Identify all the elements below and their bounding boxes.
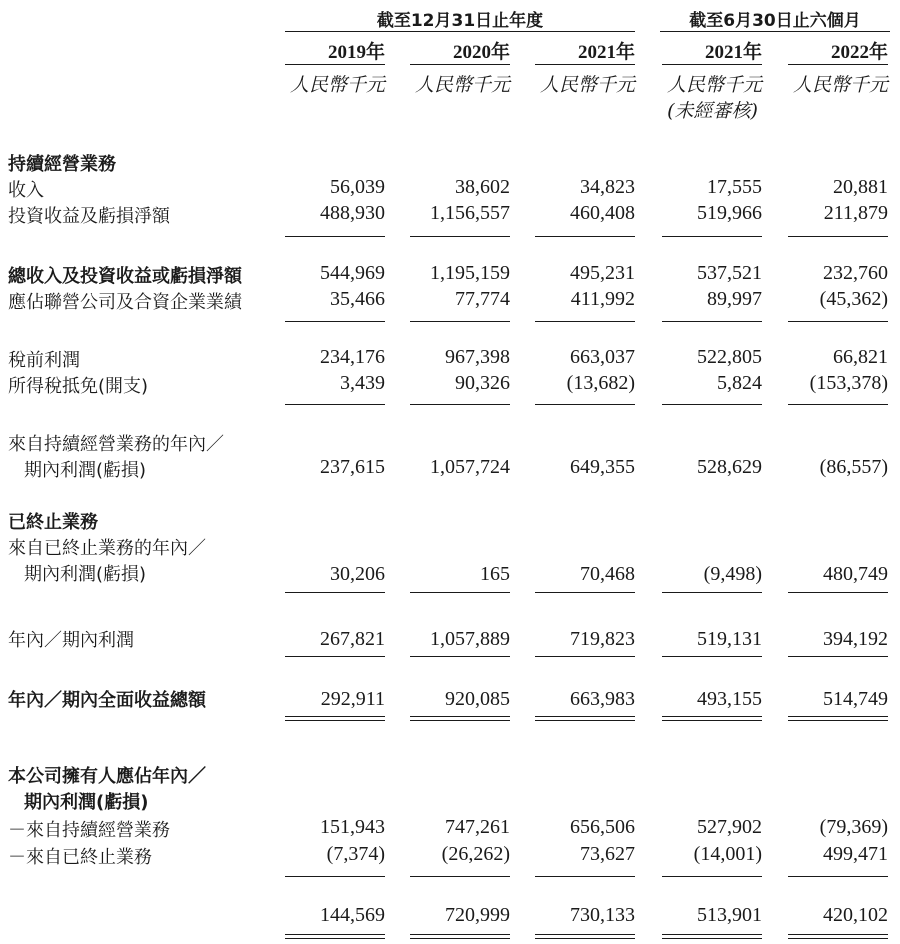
year-rule-3 (535, 64, 635, 65)
subtotal-6-rule-2 (410, 876, 510, 877)
revenue-value-3: 34,823 (580, 176, 635, 198)
header-rule-fy (285, 31, 635, 32)
total-ci-rule-4 (662, 716, 762, 721)
period-profit-value-5: 394,192 (823, 628, 888, 650)
label-investment-gain: 投資收益及虧損淨額 (8, 206, 170, 227)
label-discontinued-profit-1: 來自已終止業務的年內／ (8, 538, 206, 559)
label-period-profit: 年內／期內利潤 (8, 630, 134, 651)
year-rule-5 (788, 64, 888, 65)
income-tax-value-2: 90,326 (455, 372, 510, 394)
label-income-tax: 所得稅抵免(開支) (8, 376, 149, 397)
subtotal-3-rule-2 (410, 404, 510, 405)
profit-before-tax-value-1: 234,176 (320, 346, 385, 368)
year-col-1: 2019年 (327, 42, 385, 63)
owners-total-rule-2 (410, 934, 510, 939)
subtotal-5-rule-1 (285, 656, 385, 657)
owners-total-rule-4 (662, 934, 762, 939)
subtotal-2-rule-3 (535, 321, 635, 322)
subtotal-3-rule-5 (788, 404, 888, 405)
year-col-5: 2022年 (830, 42, 888, 63)
subtotal-3-rule-4 (662, 404, 762, 405)
owners-label-1: 本公司擁有人應佔年內／ (8, 766, 206, 787)
owners-discontinued-value-4: (14,001) (693, 843, 762, 865)
investment-gain-value-3: 460,408 (570, 202, 635, 224)
investment-gain-value-1: 488,930 (320, 202, 385, 224)
continuing-profit-value-3: 649,355 (570, 456, 635, 478)
revenue-value-2: 38,602 (455, 176, 510, 198)
year-col-4: 2021年 (704, 42, 762, 63)
owners-continuing-value-4: 527,902 (697, 816, 762, 838)
total-comprehensive-income-value-1: 292,911 (320, 688, 385, 710)
total-revenue-value-2: 1,195,159 (430, 262, 510, 284)
subtotal-2-rule-2 (410, 321, 510, 322)
income-tax-value-4: 5,824 (717, 372, 762, 394)
period-profit-value-4: 519,131 (697, 628, 762, 650)
owners-continuing-value-1: 151,943 (320, 816, 385, 838)
label-total-comprehensive-income: 年內／期內全面收益總額 (8, 690, 206, 711)
revenue-value-4: 17,555 (707, 176, 762, 198)
owners-continuing-value-2: 747,261 (445, 816, 510, 838)
unit-col-2: 人民幣千元 (414, 74, 510, 96)
subtotal-5-rule-4 (662, 656, 762, 657)
subtotal-2-rule-5 (788, 321, 888, 322)
label-owners-discontinued: －來自已終止業務 (8, 847, 152, 868)
associates-value-3: 411,992 (570, 288, 635, 310)
continuing-profit-value-1: 237,615 (320, 456, 385, 478)
year-rule-2 (410, 64, 510, 65)
header-group-fy: 截至12月31日止年度 (376, 11, 544, 31)
associates-value-4: 89,997 (707, 288, 762, 310)
label-discontinued-profit-2: 期內利潤(虧損) (24, 564, 147, 585)
total-revenue-value-3: 495,231 (570, 262, 635, 284)
revenue-value-5: 20,881 (833, 176, 888, 198)
subtotal-6-rule-4 (662, 876, 762, 877)
total-comprehensive-income-value-5: 514,749 (823, 688, 888, 710)
year-rule-4 (662, 64, 762, 65)
owners-total-value-2: 720,999 (445, 904, 510, 926)
year-rule-1 (285, 64, 385, 65)
header-group-6m: 截至6月30日止六個月 (689, 11, 861, 31)
section-discontinued: 已終止業務 (8, 512, 98, 533)
label-continuing-profit-2: 期內利潤(虧損) (24, 460, 147, 481)
label-profit-before-tax: 稅前利潤 (8, 350, 80, 371)
owners-total-value-4: 513,901 (697, 904, 762, 926)
label-revenue: 收入 (8, 180, 44, 201)
total-comprehensive-income-value-4: 493,155 (697, 688, 762, 710)
profit-before-tax-value-4: 522,805 (697, 346, 762, 368)
period-profit-value-1: 267,821 (320, 628, 385, 650)
continuing-profit-value-5: (86,557) (819, 456, 888, 478)
subtotal-4-rule-3 (535, 592, 635, 593)
total-revenue-value-5: 232,760 (823, 262, 888, 284)
investment-gain-value-2: 1,156,557 (430, 202, 510, 224)
income-tax-value-3: (13,682) (566, 372, 635, 394)
unit-col-4: 人民幣千元 (666, 74, 762, 96)
subtotal-1-rule-5 (788, 236, 888, 237)
owners-discontinued-value-3: 73,627 (580, 843, 635, 865)
total-revenue-value-1: 544,969 (320, 262, 385, 284)
discontinued-profit-value-4: (9,498) (703, 563, 762, 585)
unit-col-5: 人民幣千元 (792, 74, 888, 96)
owners-total-value-5: 420,102 (823, 904, 888, 926)
subtotal-4-rule-1 (285, 592, 385, 593)
investment-gain-value-4: 519,966 (697, 202, 762, 224)
subtotal-5-rule-3 (535, 656, 635, 657)
owners-discontinued-value-1: (7,374) (326, 843, 385, 865)
income-tax-value-1: 3,439 (340, 372, 385, 394)
year-col-2: 2020年 (452, 42, 510, 63)
revenue-value-1: 56,039 (330, 176, 385, 198)
associates-value-2: 77,774 (455, 288, 510, 310)
subtotal-2-rule-4 (662, 321, 762, 322)
discontinued-profit-value-2: 165 (480, 563, 510, 585)
unit-col-3: 人民幣千元 (539, 74, 635, 96)
unit-col-1: 人民幣千元 (289, 74, 385, 96)
investment-gain-value-5: 211,879 (823, 202, 888, 224)
profit-before-tax-value-2: 967,398 (445, 346, 510, 368)
associates-value-5: (45,362) (819, 288, 888, 310)
subtotal-5-rule-5 (788, 656, 888, 657)
period-profit-value-2: 1,057,889 (430, 628, 510, 650)
owners-total-rule-5 (788, 934, 888, 939)
owners-total-rule-1 (285, 934, 385, 939)
discontinued-profit-value-1: 30,206 (330, 563, 385, 585)
header-rule-6m (660, 31, 890, 32)
subtotal-6-rule-3 (535, 876, 635, 877)
subtotal-4-rule-2 (410, 592, 510, 593)
subtotal-1-rule-4 (662, 236, 762, 237)
period-profit-value-3: 719,823 (570, 628, 635, 650)
label-associates: 應佔聯營公司及合資企業業績 (8, 292, 242, 313)
label-total-revenue: 總收入及投資收益或虧損淨額 (8, 266, 242, 287)
continuing-profit-value-4: 528,629 (697, 456, 762, 478)
section-continuing: 持續經營業務 (8, 154, 116, 175)
subtotal-3-rule-3 (535, 404, 635, 405)
owners-discontinued-value-5: 499,471 (823, 843, 888, 865)
profit-before-tax-value-5: 66,821 (833, 346, 888, 368)
owners-continuing-value-5: (79,369) (819, 816, 888, 838)
subtotal-6-rule-5 (788, 876, 888, 877)
continuing-profit-value-2: 1,057,724 (430, 456, 510, 478)
total-ci-rule-3 (535, 716, 635, 721)
subtotal-2-rule-1 (285, 321, 385, 322)
total-revenue-value-4: 537,521 (697, 262, 762, 284)
total-ci-rule-1 (285, 716, 385, 721)
label-continuing-profit-1: 來自持續經營業務的年內／ (8, 434, 224, 455)
subtotal-5-rule-2 (410, 656, 510, 657)
total-ci-rule-2 (410, 716, 510, 721)
subtotal-4-rule-5 (788, 592, 888, 593)
owners-total-value-1: 144,569 (320, 904, 385, 926)
subtotal-1-rule-3 (535, 236, 635, 237)
unaudited-note: (未經審核) (667, 100, 758, 122)
subtotal-1-rule-1 (285, 236, 385, 237)
discontinued-profit-value-3: 70,468 (580, 563, 635, 585)
income-tax-value-5: (153,378) (809, 372, 888, 394)
profit-before-tax-value-3: 663,037 (570, 346, 635, 368)
owners-discontinued-value-2: (26,262) (441, 843, 510, 865)
label-owners-continuing: －來自持續經營業務 (8, 820, 170, 841)
total-ci-rule-5 (788, 716, 888, 721)
owners-total-value-3: 730,133 (570, 904, 635, 926)
total-comprehensive-income-value-2: 920,085 (445, 688, 510, 710)
associates-value-1: 35,466 (330, 288, 385, 310)
owners-continuing-value-3: 656,506 (570, 816, 635, 838)
subtotal-3-rule-1 (285, 404, 385, 405)
subtotal-6-rule-1 (285, 876, 385, 877)
subtotal-4-rule-4 (662, 592, 762, 593)
discontinued-profit-value-5: 480,749 (823, 563, 888, 585)
owners-label-2: 期內利潤(虧損) (24, 792, 149, 813)
subtotal-1-rule-2 (410, 236, 510, 237)
owners-total-rule-3 (535, 934, 635, 939)
year-col-3: 2021年 (577, 42, 635, 63)
total-comprehensive-income-value-3: 663,983 (570, 688, 635, 710)
